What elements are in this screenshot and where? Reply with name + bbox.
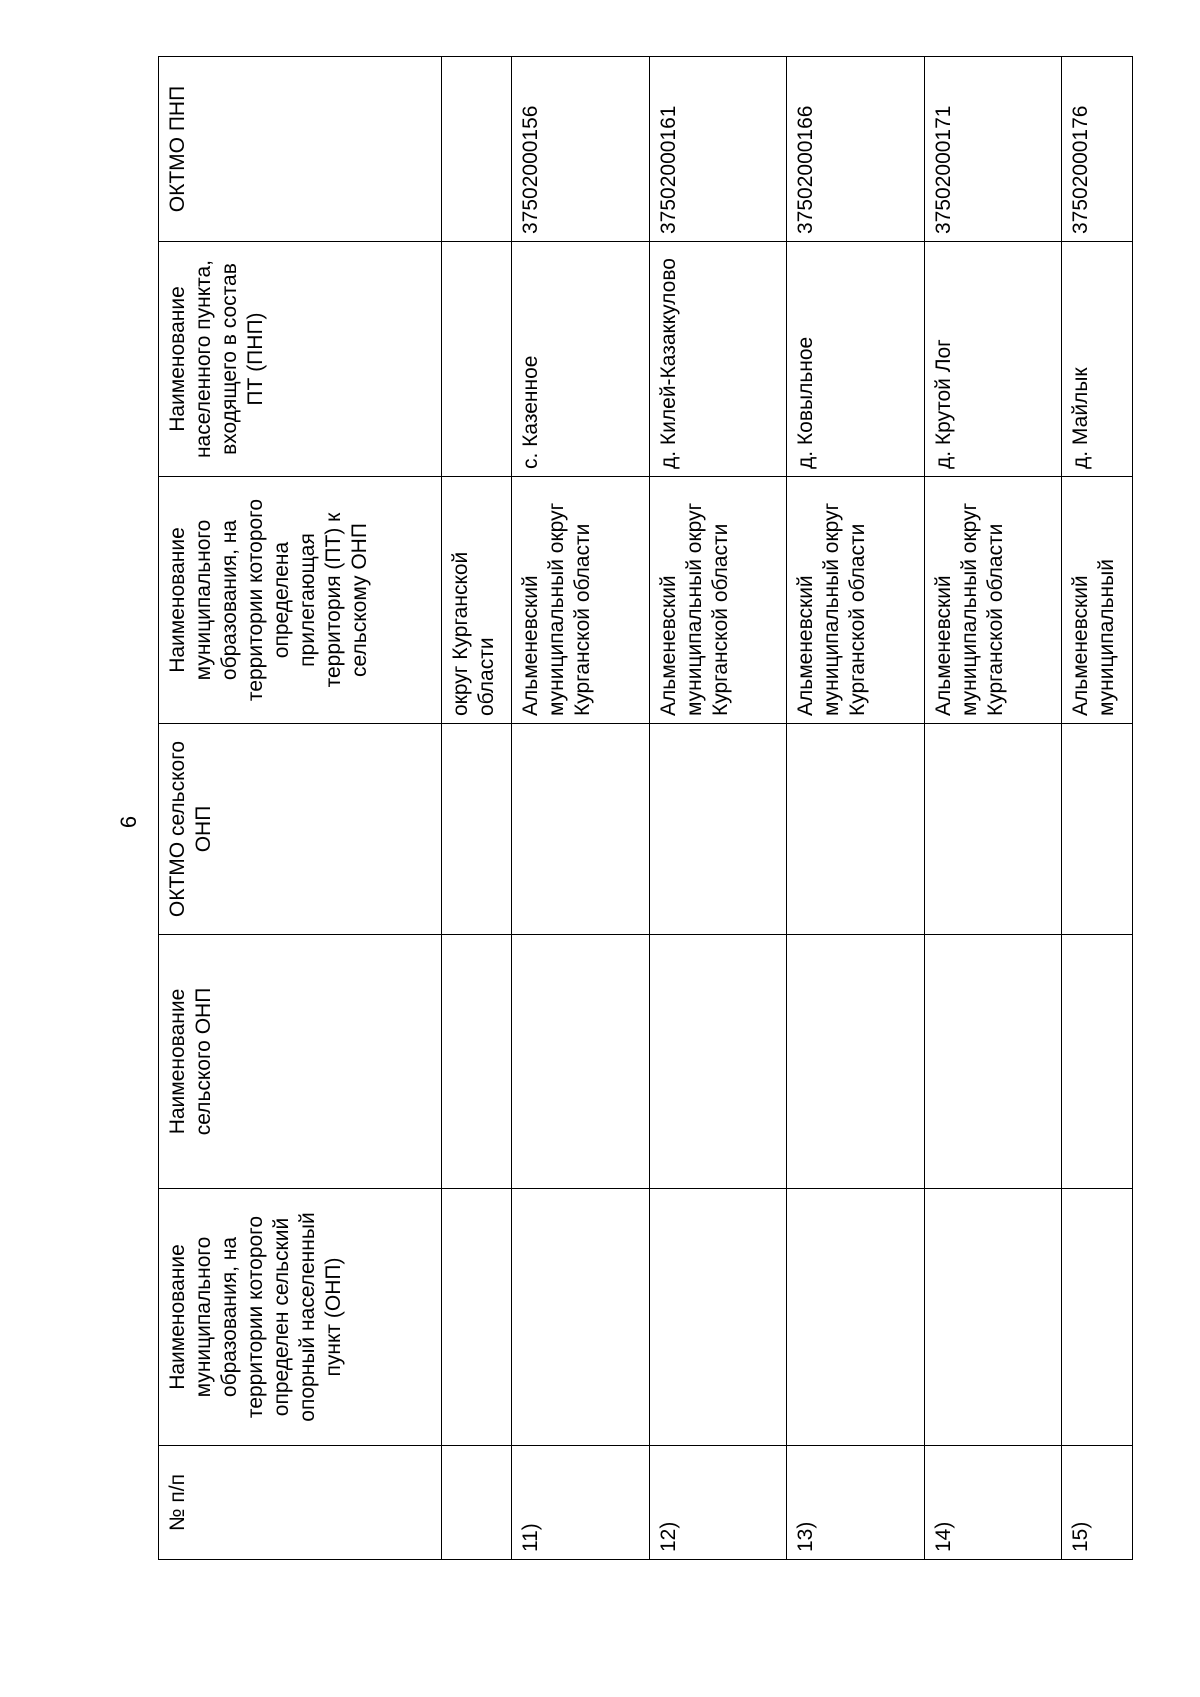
header-cell: ОКТМО ПНП xyxy=(159,57,442,242)
municipality-cell: Альменевский муниципальный округ Курганской области xyxy=(512,477,650,724)
table-cell xyxy=(1062,724,1133,935)
table-cell xyxy=(512,724,650,935)
oktmo-cell: 37502000166 xyxy=(787,57,925,242)
header-cell: Наименование сельского ОНП xyxy=(159,935,442,1189)
row-number-cell: 14) xyxy=(924,1446,1062,1560)
table-cell xyxy=(1062,1189,1133,1446)
table-cell xyxy=(924,935,1062,1189)
table-cell xyxy=(787,935,925,1189)
header-cell: Наименование муниципального образования, на территории которого определена прилегающая территория (ПТ) к сельскому ОНП xyxy=(159,477,442,724)
table-cell xyxy=(442,1189,512,1446)
settlement-name-cell: д. Килей-Казаккулово xyxy=(649,242,787,477)
table-cell xyxy=(442,57,512,242)
header-row xyxy=(159,57,442,1560)
table-row xyxy=(924,57,1062,1560)
row-number-cell: 15) xyxy=(1062,1446,1133,1560)
page-number: 6 xyxy=(116,815,141,829)
table-cell xyxy=(442,935,512,1189)
settlement-name-cell: д. Крутой Лог xyxy=(924,242,1062,477)
table-cell xyxy=(787,1189,925,1446)
continuation-row xyxy=(442,57,512,1560)
header-cell: Наименование населенного пункта, входящего в состав ПТ (ПНП) xyxy=(159,242,442,477)
municipality-cell: Альменевский муниципальный округ Курганской области xyxy=(924,477,1062,724)
table-cell xyxy=(1062,935,1133,1189)
oktmo-cell: 37502000176 xyxy=(1062,57,1133,242)
table-cell xyxy=(924,1189,1062,1446)
settlements-table xyxy=(158,56,1133,1560)
table-cell xyxy=(649,1189,787,1446)
row-number-cell: 13) xyxy=(787,1446,925,1560)
oktmo-cell: 37502000156 xyxy=(512,57,650,242)
table-cell: округ Курганской области xyxy=(442,477,512,724)
row-number-cell: 12) xyxy=(649,1446,787,1560)
rotated-table-container xyxy=(158,57,1133,1560)
table-cell xyxy=(649,935,787,1189)
municipality-cell: Альменевский муниципальный округ Курганской области xyxy=(787,477,925,724)
settlement-name-cell: д. Майлык xyxy=(1062,242,1133,477)
settlement-name-cell: с. Казенное xyxy=(512,242,650,477)
table-cell xyxy=(442,724,512,935)
municipality-cell: Альменевский муниципальный округ Курганской области xyxy=(649,477,787,724)
table-cell xyxy=(787,724,925,935)
table-cell xyxy=(924,724,1062,935)
table-row xyxy=(787,57,925,1560)
header-cell: Наименование муниципального образования, на территории которого определен сельский опорный населенный пункт (ОНП) xyxy=(159,1189,442,1446)
oktmo-cell: 37502000171 xyxy=(924,57,1062,242)
header-cell: № п/п xyxy=(159,1446,442,1560)
row-number-cell: 11) xyxy=(512,1446,650,1560)
settlement-name-cell: д. Ковыльное xyxy=(787,242,925,477)
table-cell xyxy=(442,1446,512,1560)
municipality-cell: Альменевский муниципальный xyxy=(1062,477,1133,724)
table-row xyxy=(1062,57,1133,1560)
table-cell xyxy=(512,935,650,1189)
table-row xyxy=(512,57,650,1560)
table-row xyxy=(649,57,787,1560)
table-cell xyxy=(649,724,787,935)
table-cell xyxy=(442,242,512,477)
header-cell: ОКТМО сельского ОНП xyxy=(159,724,442,935)
table-cell xyxy=(512,1189,650,1446)
oktmo-cell: 37502000161 xyxy=(649,57,787,242)
